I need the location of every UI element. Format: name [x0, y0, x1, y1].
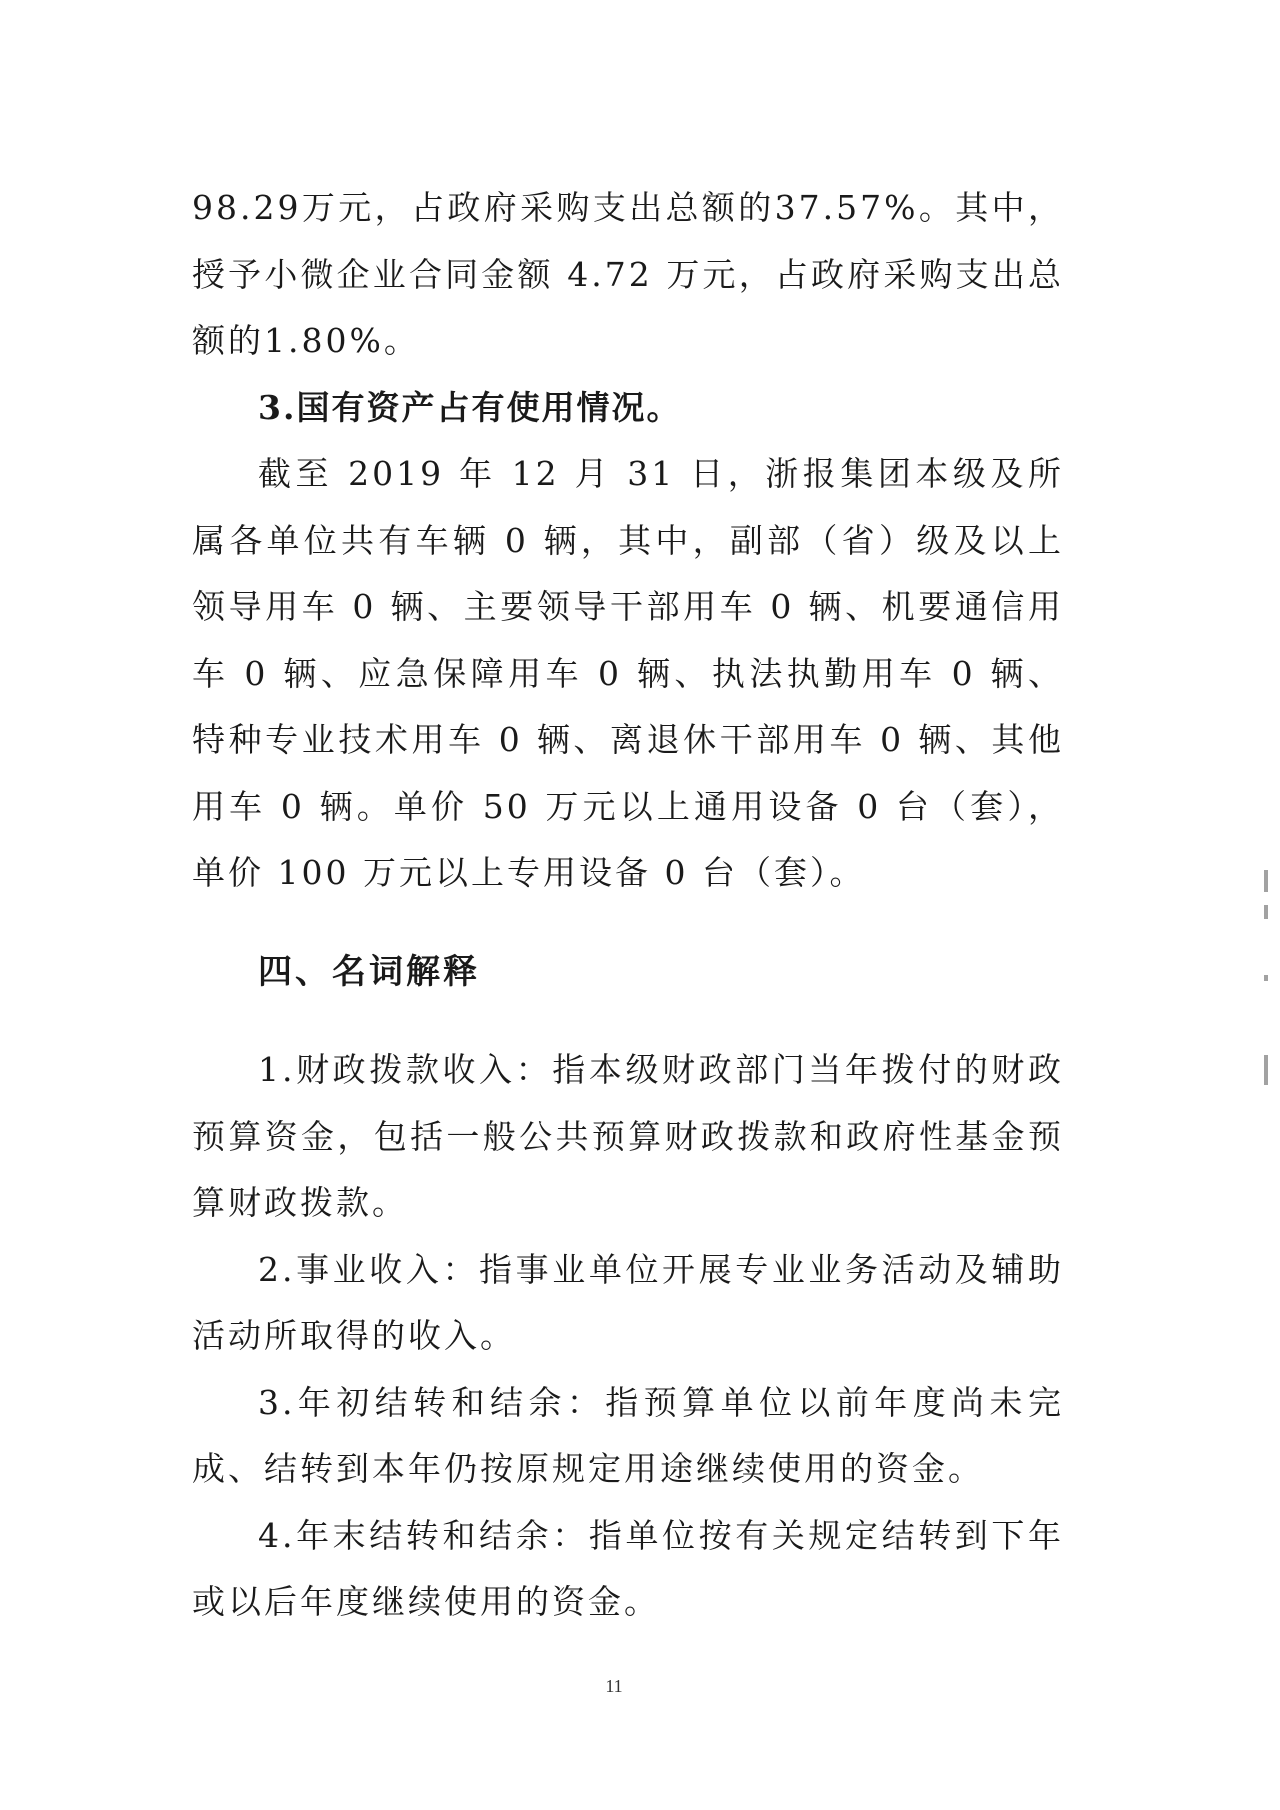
asset-paragraph: 截至 2019 年 12 月 31 日，浙报集团本级及所属各单位共有车辆 0 辆，其中，副部（省）级及以上领导用车 0 辆、主要领导干部用车 0 辆、机要通信用车 0 辆、应急保障用车 0 辆、执法执勤用车 0 辆、特种专业技术用车 0 辆、离退休干部用车 0 辆、其他用车 0 辆。单价 50 万元以上通用设备 0 台（套），单价 100 万元以上专用设备 0 台（套）。 [192, 454, 1064, 892]
scan-artifact-mark [1264, 1055, 1268, 1085]
definition-item: 4.年末结转和结余：指单位按有关规定结转到下年或以后年度继续使用的资金。 [192, 1515, 1064, 1621]
asset-subheading: 3.国有资产占有使用情况。 [258, 387, 682, 427]
procurement-paragraph: 98.29万元，占政府采购支出总额的37.57%。其中，授予小微企业合同金额 4.72 万元，占政府采购支出总额的1.80%。 [192, 188, 1064, 360]
section-title-definitions: 四、名词解释 [258, 951, 480, 992]
scan-artifact-mark [1264, 870, 1268, 892]
scan-artifact-mark [1264, 905, 1268, 919]
definition-item: 1.财政拨款收入：指本级财政部门当年拨付的财政预算资金，包括一般公共预算财政拨款和政府性基金预算财政拨款。 [192, 1050, 1064, 1222]
page-number: 11 [605, 1676, 623, 1696]
definition-item: 2.事业收入：指事业单位开展专业业务活动及辅助活动所取得的收入。 [192, 1249, 1064, 1355]
definition-item: 3.年初结转和结余：指预算单位以前年度尚未完成、结转到本年仍按原规定用途继续使用的资金。 [192, 1382, 1064, 1488]
document-body [192, 175, 1064, 1636]
scan-artifact-mark [1264, 975, 1268, 981]
